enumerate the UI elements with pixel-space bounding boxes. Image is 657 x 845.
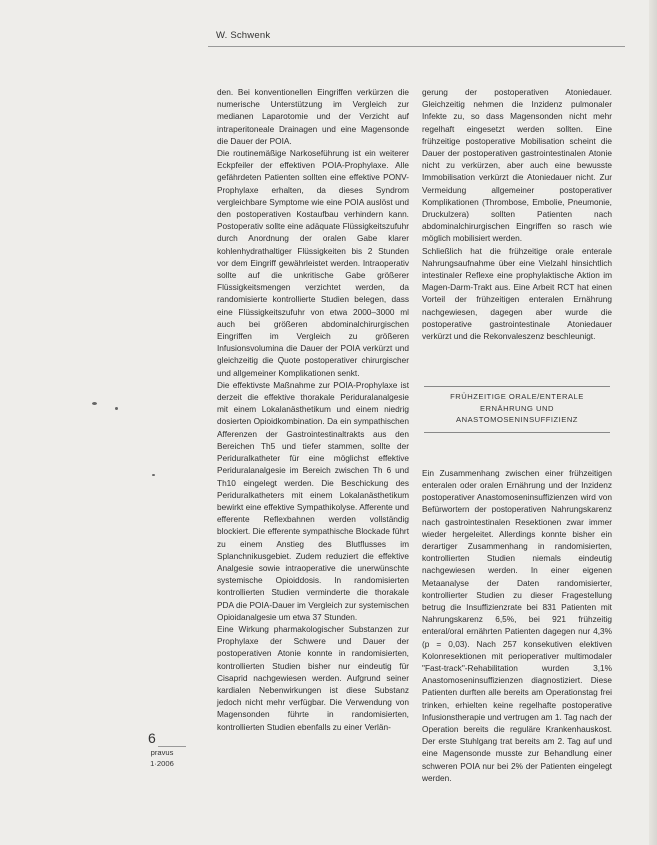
body-paragraph: gerung der postoperativen Atoniedauer. Gleichzeitig nehmen die Inzidenz pulmonaler Infekte zu, so dass Magensonden nicht mehr regelhaft eingesetzt werden sollten. Eine frühzeitige postoperative Mobilisation scheint die Dauer der postoperativen gastrointestinalen Atonie nicht zu verkürzen, aber auch eine bewusste Immobilisation verkürzt die Atoniedauer nicht. Zur Vermeidung allgemeiner postoperativer Komplikationen (Thrombose, Embolie, Pneumonie, Druckulzera) sollten Patienten nach abdominalchirurgischen Eingriffen so rasch wie möglich mobilisiert werden. [422, 87, 612, 244]
page-number: 6 [148, 730, 156, 746]
running-header: W. Schwenk [216, 30, 271, 41]
section-heading: FRÜHZEITIGE ORALE/ENTERALE ERNÄHRUNG UND ANASTOMOSENINSUFFIZIENZ [424, 386, 610, 433]
body-paragraph: Eine Wirkung pharmakologischer Substanzen zur Prophylaxe der Schwere und Dauer der postoperativen Atonie konnte in randomisierten, kontrollierten Studien bisher nur eindeutig für Cisaprid nachgewiesen werden. Aufgrund seiner kardialen Nebenwirkungen ist diese Substanz jedoch nicht mehr verfügbar. Die Verwendung von Magensonden führte in randomisierten, kontrollierten Studien ebenfalls zu einer Verlän- [217, 623, 409, 732]
page-folio [140, 730, 184, 769]
journal-name: pravus [150, 748, 174, 757]
scan-speck [115, 407, 118, 410]
page-edge-shadow [649, 0, 657, 845]
body-paragraph: Ein Zusammenhang zwischen einer frühzeitigen enteralen oder oralen Ernährung und der Inzidenz postoperativer Anastomoseninsuffizienzen wird von Befürwortern der postoperativen Nahrungskarenz nach gastrointestinalen Resektionen zwar immer wieder hergeleitet. Allerdings konnte bisher ein derartiger Zusammenhang in randomisierten, kontrollierten Studien niemals eindeutig nachgewiesen werden. In einer eigenen Metaanalyse der Daten randomisierter, kontrollierter Studien zu dieser Fragestellung betrug die Insuffizienzrate bei 831 Patienten mit Nahrungskarenz 6,5%, bei 921 frühzeitig enteral/oral ernährten Patienten dagegen nur 4,3% (p = 0,03). Nach 257 konsekutiven elektiven Kolonresektionen mit perioperativer multimodaler "Fast-track"-Rehabilitation wurden 3,1% Anastomoseninsuffizienzen diagnostiziert. Diese Patienten durften alle bereits am Operationstag frei trinken, erhielten keine regelhafte postoperative Infusionstherapie und vertrugen am 1. Tag nach der Operation bereits die reguläre Krankenhauskost. Der erste Stuhlgang trat bereits am 2. Tag auf und eine Magensonde musste zur Behandlung einer schweren POIA nur bei 2% der Patienten eingelegt werden. [422, 467, 612, 783]
right-text-column [422, 86, 612, 783]
scan-speck [152, 474, 155, 476]
header-rule [208, 46, 625, 47]
body-paragraph: Die routinemäßige Narkoseführung ist ein weiterer Eckpfeiler der effektiven POIA-Prophylaxe. Alle gefährdeten Patienten sollten eine effektive PONV-Prophylaxe erhalten, da dieses Syndrom vergleichbare Symptome wie eine POIA auslöst und den postoperativen Kostaufbau verhindern kann. Postoperativ sollte eine adäquate Flüssigkeitszufuhr durch Anordnung der oralen Gabe klarer kohlenhydrathaltiger Flüssigkeiten bis 2 Stunden vor dem Eingriff gewährleistet werden. Intraoperativ sollte auf die unkritische Gabe größerer Flüssigkeitsmengen verzichtet werden, da randomisierte kontrollierte Studien belegen, dass eine Flüssigkeitszufuhr von etwa 2000–3000 ml auch bei größeren abdominalchirurgischen Eingriffen im Vergleich zu größeren Infusionsvolumina die Dauer der POIA verkürzt und gleichzeitig die Quote postoperativer chirurgischer und allgemeiner Komplikationen senkt. [217, 148, 409, 378]
scan-speck [92, 402, 97, 405]
left-text-column [217, 86, 409, 774]
journal-issue: 1·2006 [150, 759, 174, 768]
body-paragraph: Die effektivste Maßnahme zur POIA-Prophylaxe ist derzeit die effektive thorakale Periduralanalgesie mit einem Lokalanästhetikum und einem niedrig dosierten Opioidkombination. Da ein sympathischen Afferenzen der Gastrointestinaltrakts aus den Bereichen Th5 und tiefer stammen, sollte der Periduralkatheter für eine möglichst effektive Periduralanalgesie im Bereich zwischen Th 6 und Th10 eingelegt werden. Die Beschickung des Periduralkatheters mit einem Lokalanästhetikum bewirkt eine effektive Sympathikolyse. Afferente und efferente Reflexbahnen werden vollständig blockiert. Die efferente sympathische Blockade führt zu einem Anstieg des Blutflusses im Splanchnikusgebiet. Zudem reduziert die effektive Analgesie sowie intraoperative die unerwünschte systemische Opioiddosis. In randomisierten kontrollierten Studien verminderte die thorakale PDA die POIA-Dauer im Vergleich zur systemischen Opioidanalgesie um etwa 37 Stunden. [217, 379, 409, 622]
body-paragraph: Schließlich hat die frühzeitige orale enterale Nahrungsaufnahme über eine Vielzahl hinsichtlich intestinaler Reflexe eine prophylaktische Aktion im Magen-Darm-Trakt aus. Eine Arbeit RCT hat einen Vorteil der frühzeitigen enteralen Ernährung nachgewiesen, dagegen aber wurde die postoperative gastrointestinale Atoniedauer verkürzt und die Rekonvaleszenz beschleunigt. [422, 245, 612, 342]
body-paragraph: den. Bei konventionellen Eingriffen verkürzen die numerische Unterstützung im Vergleich zur medianen Laparotomie und der Verzicht auf intraperitoneale Drainagen und eine Magensonde die Dauer der POIA. [217, 87, 409, 146]
